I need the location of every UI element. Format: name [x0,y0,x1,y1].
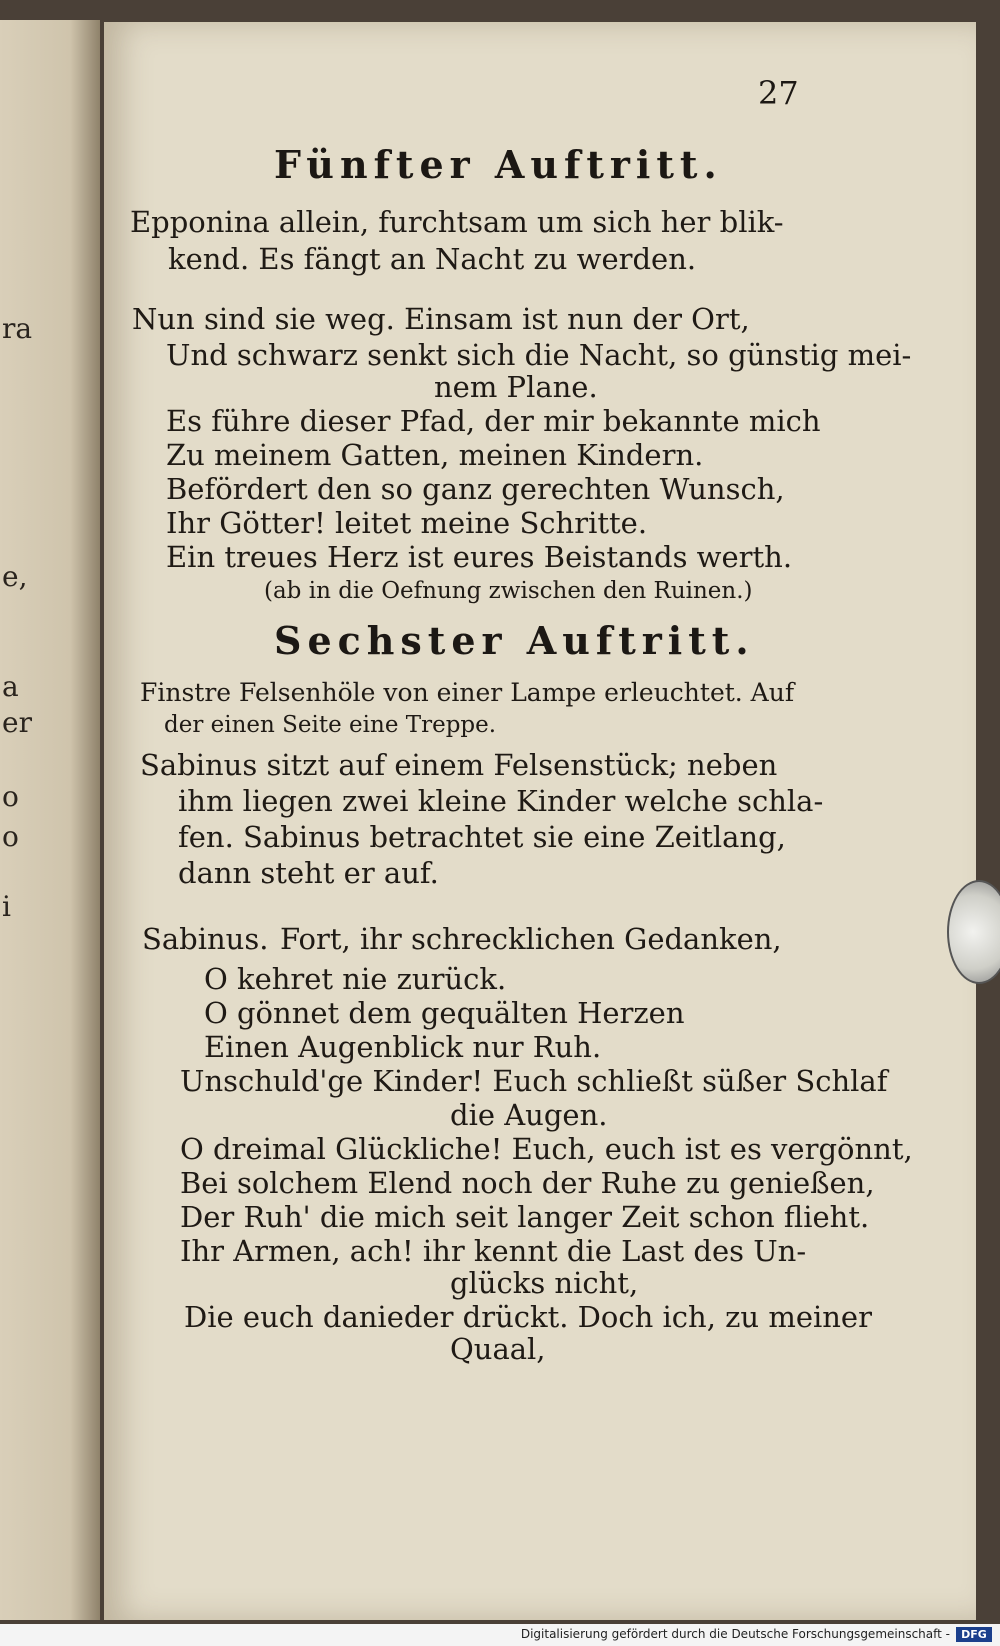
left-page-fragment: er [2,706,32,739]
verse-line: Unschuld'ge Kinder! Euch schließt süßer Schlaf [180,1064,888,1098]
verse-line: die Augen. [450,1098,608,1132]
verse-line: nem Plane. [434,370,598,404]
verse-line: O gönnet dem gequälten Herzen [204,996,685,1030]
verse-line: Nun sind sie weg. Einsam ist nun der Ort, [132,302,750,336]
verse-line: Einen Augenblick nur Ruh. [204,1030,602,1064]
verse-line: Der Ruh' die mich seit langer Zeit schon flieht. [180,1200,870,1234]
stage-direction-line: Epponina allein, furchtsam um sich her blik- [130,205,784,239]
dfg-logo: DFG [956,1627,992,1642]
book-page [104,22,976,1620]
page-number: 27 [758,74,799,112]
left-page-fragment: i [2,890,11,923]
exit-direction: (ab in die Oefnung zwischen den Ruinen.) [264,578,753,604]
stage-direction-line: dann steht er auf. [178,856,439,890]
verse-line: O kehret nie zurück. [204,962,507,996]
left-page-fragment: o [2,820,19,853]
verse-line: Quaal, [450,1332,546,1366]
stage-direction-line: fen. Sabinus betrachtet sie eine Zeitlang, [178,820,786,854]
verse-line: Zu meinem Gatten, meinen Kindern. [166,438,704,472]
verse-line: Und schwarz senkt sich die Nacht, so günstig mei- [166,338,912,372]
scene-heading: Sechster Auftritt. [274,618,755,663]
left-page-fragment: a [2,670,19,703]
stage-direction-line: Sabinus sitzt auf einem Felsenstück; neben [140,748,778,782]
verse-line: Fort, ihr schrecklichen Gedanken, [280,922,782,956]
stage-direction-line: kend. Es fängt an Nacht zu werden. [168,242,697,276]
digitization-footer [0,1624,1000,1646]
left-page-fragment: o [2,780,19,813]
verse-line: Ein treues Herz ist eures Beistands werth. [166,540,793,574]
setting-line: der einen Seite eine Treppe. [164,712,497,738]
stage-direction-line: ihm liegen zwei kleine Kinder welche schla- [178,784,824,818]
setting-line: Finstre Felsenhöle von einer Lampe erleuchtet. Auf [140,678,795,707]
verse-line: O dreimal Glückliche! Euch, euch ist es vergönnt, [180,1132,913,1166]
verse-line: glücks nicht, [450,1266,639,1300]
previous-page-edge [0,20,100,1620]
scene-heading: Fünfter Auftritt. [274,142,723,187]
verse-line: Ihr Armen, ach! ihr kennt die Last des Un- [180,1234,807,1268]
funding-credit: Digitalisierung gefördert durch die Deutsche Forschungsgemeinschaft - [520,1627,950,1641]
verse-line: Bei solchem Elend noch der Ruhe zu genießen, [180,1166,875,1200]
verse-line: Befördert den so ganz gerechten Wunsch, [166,472,785,506]
verse-line: Es führe dieser Pfad, der mir bekannte mich [166,404,821,438]
left-page-fragment: ra [2,312,33,345]
left-page-fragment: e, [2,560,28,593]
speaker-name: Sabinus. [142,922,269,956]
verse-line: Die euch danieder drückt. Doch ich, zu meiner [184,1300,872,1334]
verse-line: Ihr Götter! leitet meine Schritte. [166,506,648,540]
